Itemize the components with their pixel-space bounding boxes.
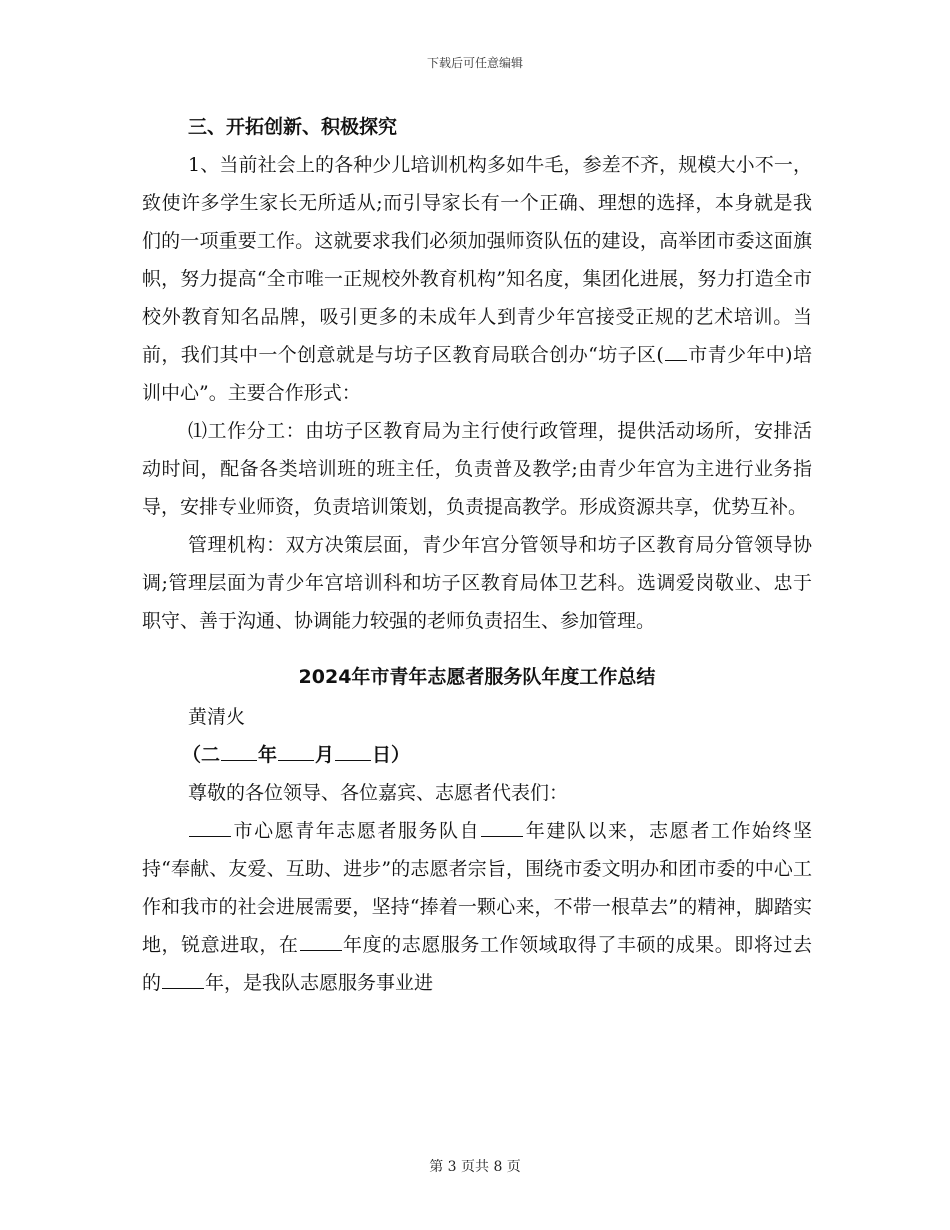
blank-fill-line — [162, 970, 204, 989]
date-year-label: 年 — [258, 744, 278, 766]
document-body — [142, 108, 812, 1002]
paragraph-text-tail: 市青少年中)培训中心”。主要合作形式： — [142, 344, 812, 404]
author-name: 黄清火 — [188, 706, 246, 728]
blank-fill-line — [300, 932, 342, 951]
page-header: 下载后可任意编辑 — [426, 56, 523, 70]
blank-month — [278, 742, 314, 761]
intro-text-2: 年建队以来，志愿者工作始终坚持“奉献、友爱、互助、进步”的志愿者宗旨，围绕市委文明办和团市委的中心工作和我市的社会进展需要，坚持“捧着一颗心来，不带一根草去”的精神，脚踏实地，锐意进取，在 — [142, 820, 812, 956]
date-day-label: 日） — [372, 744, 411, 766]
paragraph-intro — [142, 812, 812, 1002]
blank-fill-line — [665, 342, 687, 361]
blank-year — [221, 742, 257, 761]
report-title: 2024年市青年志愿者服务队年度工作总结 — [298, 666, 656, 688]
paragraph-training-market — [142, 146, 812, 412]
date-month-label: 月 — [315, 744, 335, 766]
paragraph-work-division: ⑴工作分工：由坊子区教育局为主行使行政管理，提供活动场所，安排活动时间，配备各类培训班的班主任，负责普及教学;由青少年宫为主进行业务指导，安排专业师资，负责培训策划，负责提高教学。形成资源共享，优势互补。 — [142, 420, 812, 518]
blank-day — [335, 742, 371, 761]
intro-text-1: 市心愿青年志愿者服务队自 — [232, 820, 481, 842]
date-open: （二 — [182, 744, 221, 766]
intro-text-3: 年度的志愿服务工作领域取得了丰硕的成果。即将过去的 — [142, 934, 812, 994]
section-heading: 三、开拓创新、积极探究 — [188, 116, 398, 138]
page-footer: 第 3 页共 8 页 — [429, 1159, 521, 1175]
blank-fill-line — [481, 818, 523, 837]
date-line — [142, 736, 812, 774]
blank-fill-line — [189, 818, 231, 837]
paragraph-text: 1、当前社会上的各种少儿培训机构多如牛毛，参差不齐，规模大小不一，致使许多学生家长无所适从;而引导家长有一个正确、理想的选择，本身就是我们的一项重要工作。这就要求我们必须加强师资队伍的建设，高举团市委这面旗帜，努力提高“全市唯一正规校外教育机构”知名度，集团化进展，努力打造全市校外教育知名品牌，吸引更多的未成年人到青少年宫接受正规的艺术培训。当前，我们其中一个创意就是与坊子区教育局联合创办“坊子区( — [142, 154, 812, 366]
intro-text-4: 年，是我队志愿服务事业进 — [205, 972, 434, 994]
salutation: 尊敬的各位领导、各位嘉宾、志愿者代表们： — [188, 782, 569, 804]
paragraph-management: 管理机构：双方决策层面，青少年宫分管领导和坊子区教育局分管领导协调;管理层面为青少年宫培训科和坊子区教育局体卫艺科。选调爱岗敬业、忠于职守、善于沟通、协调能力较强的老师负责招生、参加管理。 — [142, 534, 812, 632]
